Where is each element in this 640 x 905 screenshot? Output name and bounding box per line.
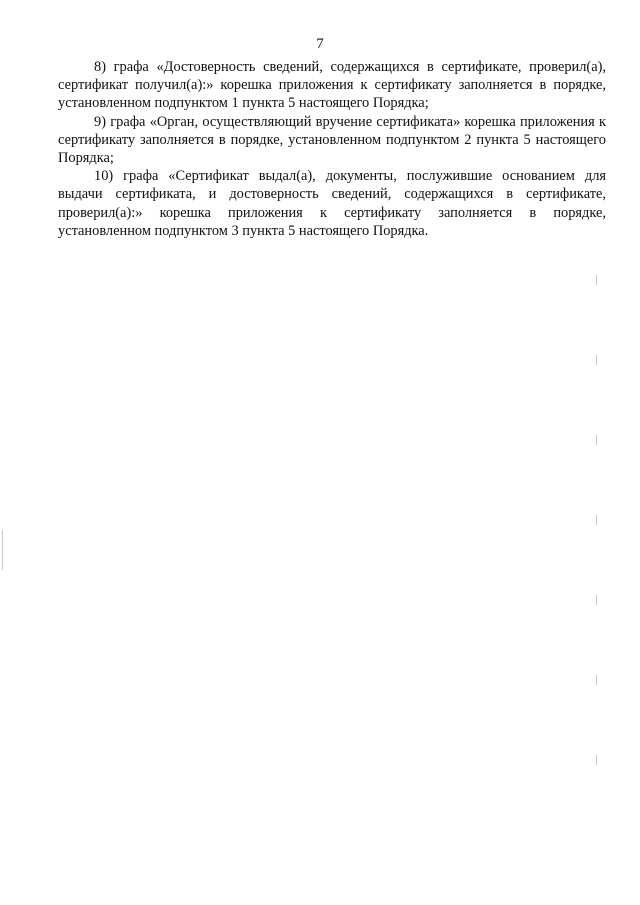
paragraph-item-9: 9) графа «Орган, осуществляющий вручение сертификата» корешка приложения к сертификату заполняется в порядке, установленном подпунктом 2 пункта 5 настоящего Порядка; [58, 113, 606, 167]
scan-mark [596, 355, 597, 365]
scan-mark [596, 275, 597, 285]
scan-mark [596, 515, 597, 525]
scan-mark [596, 595, 597, 605]
scan-mark [596, 755, 597, 765]
page-number: 7 [316, 36, 324, 52]
paragraph-item-10: 10) графа «Сертификат выдал(а), документы, послужившие основанием для выдачи сертификата, и достоверность сведений, содержащихся в сертификате, проверил(а):» корешка приложения к сертификату заполняется в порядке, установленном подпунктом 3 пункта 5 настоящего Порядка. [58, 168, 606, 239]
scan-mark [596, 435, 597, 445]
scan-mark [596, 675, 597, 685]
document-body [58, 58, 606, 240]
paragraph-item-8: 8) графа «Достоверность сведений, содержащихся в сертификате, проверил(а), сертификат получил(а):» корешка приложения к сертификату заполняется в порядке, установленном подпунктом 1 пункта 5 настоящего Порядка; [58, 59, 606, 112]
scan-mark [2, 530, 3, 570]
